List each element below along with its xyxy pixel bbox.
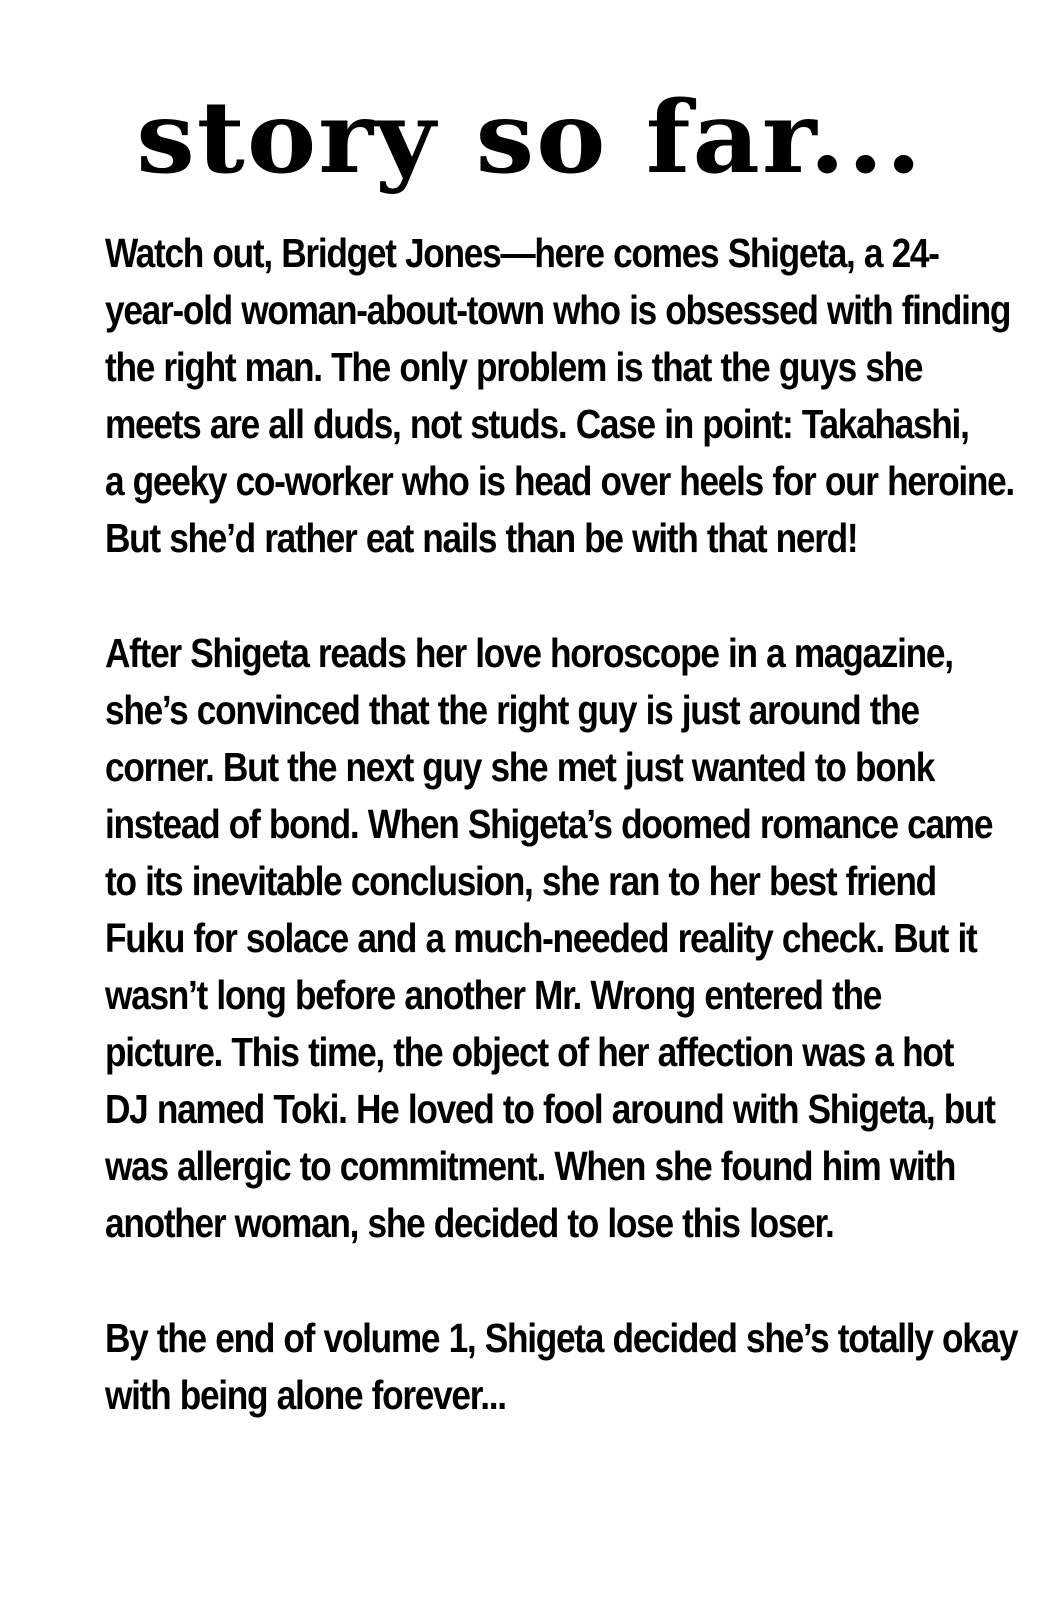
text-line: a geeky co-worker who is head over heels for our heroine. <box>105 458 1014 504</box>
text-line: wasn’t long before another Mr. Wrong entered the <box>105 972 882 1018</box>
text-line: picture. This time, the object of her affection was a hot <box>105 1029 954 1075</box>
text-line: Fuku for solace and a much-needed reality check. But it <box>105 915 977 961</box>
text-line: meets are all duds, not studs. Case in point: Takahashi, <box>105 401 969 447</box>
text-line: By the end of volume 1, Shigeta decided she’s totally okay <box>105 1315 1018 1361</box>
text-line: with being alone forever... <box>105 1372 506 1418</box>
summary-body <box>105 225 1025 1482</box>
text-line: was allergic to commitment. When she found him with <box>105 1143 956 1189</box>
paragraph-2 <box>105 625 1025 1252</box>
paragraph-3 <box>105 1310 1025 1424</box>
text-line: to its inevitable conclusion, she ran to her best friend <box>105 858 936 904</box>
text-line: year-old woman-about-town who is obsessed with finding <box>105 287 1011 333</box>
text-line: After Shigeta reads her love horoscope in a magazine, <box>105 630 953 676</box>
text-line: corner. But the next guy she met just wanted to bonk <box>105 744 935 790</box>
text-line: DJ named Toki. He loved to fool around with Shigeta, but <box>105 1086 995 1132</box>
page-title: story so far... <box>136 79 924 196</box>
text-line: instead of bond. When Shigeta’s doomed romance came <box>105 801 993 847</box>
text-line: Watch out, Bridget Jones—here comes Shigeta, a 24- <box>105 230 939 276</box>
text-line: the right man. The only problem is that the guys she <box>105 344 923 390</box>
text-line: But she’d rather eat nails than be with that nerd! <box>105 515 858 561</box>
text-line: another woman, she decided to lose this loser. <box>105 1200 834 1246</box>
paragraph-1 <box>105 225 1025 567</box>
text-line: she’s convinced that the right guy is just around the <box>105 687 919 733</box>
